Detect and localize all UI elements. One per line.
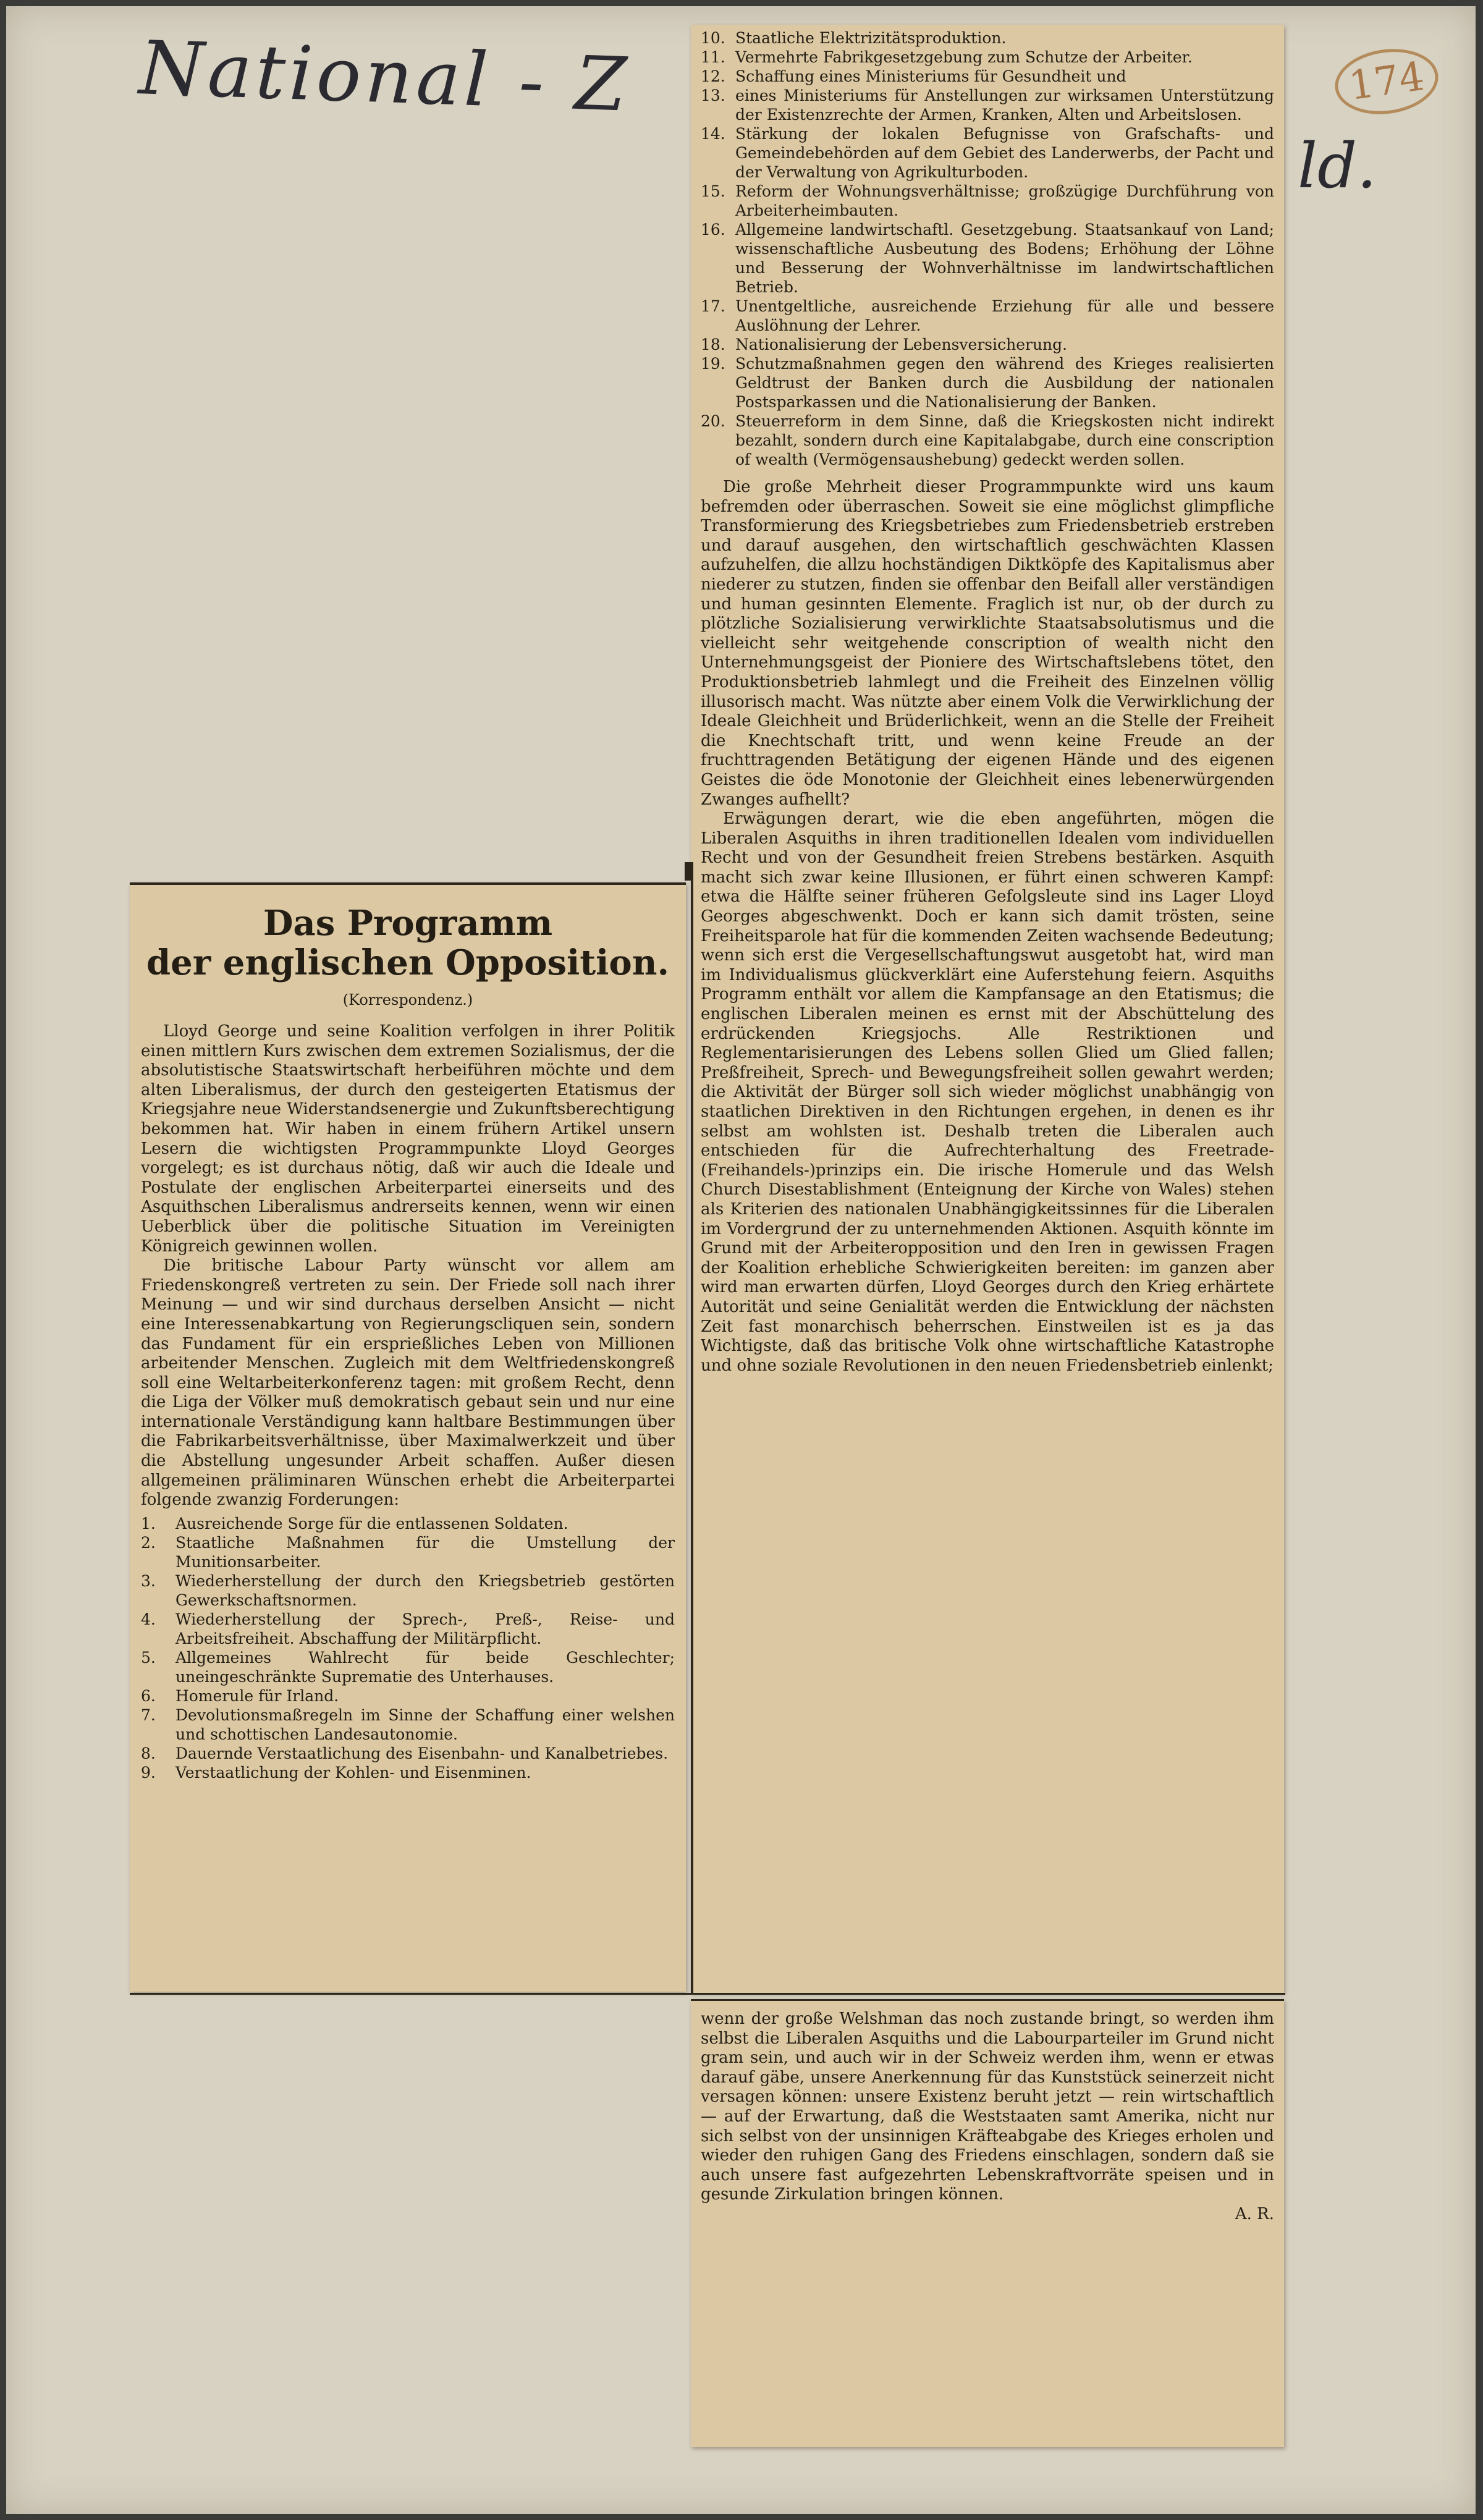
list-item (141, 1533, 675, 1571)
clipping-continuation (691, 1999, 1284, 2447)
list-item-number: 14. (701, 125, 725, 143)
column-rule (691, 862, 693, 1993)
article-headline (141, 903, 675, 983)
list-item-text: Ausreichende Sorge für die entlassenen Soldaten. (175, 1514, 568, 1533)
list-item-text: Staatliche Maßnahmen für die Umstellung der Munitionsarbeiter. (175, 1533, 675, 1571)
list-item-number: 17. (701, 297, 725, 315)
list-item-text: eines Ministeriums für Anstellungen zur wirksamen Unterstützung der Existenzrechte der Armen, Kranken, Alten und Arbeitslosen. (735, 87, 1274, 124)
list-item-number: 9. (141, 1763, 156, 1782)
list-item-number: 18. (701, 336, 725, 353)
list-item-text: Steuerreform in dem Sinne, daß die Kriegskosten nicht indirekt bezahlt, sondern durch eine Kapitalabgabe, durch eine conscription of wealth (Vermögensaushebung) gedeckt werden sollen. (735, 412, 1274, 468)
list-item (701, 182, 1274, 220)
headline-line-2: der englischen Opposition. (146, 942, 669, 983)
list-item-text: Homerule für Irland. (175, 1686, 339, 1705)
commentary-paragraphs (701, 478, 1274, 1376)
list-item-number: 3. (141, 1571, 156, 1590)
list-item-number: 15. (701, 182, 725, 200)
list-item-text: Verstaatlichung der Kohlen- und Eisenminen. (175, 1763, 531, 1782)
rule-hook (685, 862, 693, 881)
list-item-number: 1. (141, 1514, 156, 1533)
headline-line-1: Das Programm (263, 903, 553, 944)
list-item-text: Schaffung eines Ministeriums für Gesundheit und (735, 67, 1126, 85)
continuation-paragraph: wenn der große Welshman das noch zustande bringt, so werden ihm selbst die Liberalen Asquiths und die Labourparteiler im Grund nicht gram sein, und auch wir in der Schweiz werden ihm, wenn er etwas darauf gäbe, unsere Anerkennung für das Kunststück seinerzeit nicht versagen können: unsere Existenz beruht jetzt — rein wirtschaftlich — auf der Erwartung, daß die Weststaaten samt Amerika, nicht nur sich selbst von der unsinnigen Kräfteabgabe des Krieges erholen und wieder den ruhigen Gang des Friedens einschlagen, sondern daß sie auch unsere fast aufgezehrten Lebenskraftvorräte speisen und in gesunde Zirkulation bringen können. (701, 2010, 1274, 2204)
list-item-text: Vermehrte Fabrikgesetzgebung zum Schutze der Arbeiter. (735, 48, 1193, 66)
list-item-text: Dauernde Verstaatlichung des Eisenbahn- und Kanalbetriebes. (175, 1744, 669, 1762)
list-item-number: 20. (701, 412, 725, 430)
list-item-number: 16. (701, 221, 725, 239)
list-item-number: 11. (701, 48, 725, 66)
list-item (701, 124, 1274, 182)
list-item (701, 354, 1274, 412)
list-item-text: Wiederherstellung der Sprech-, Preß-, Reise- und Arbeitsfreiheit. Abschaffung der Militärpflicht. (175, 1610, 675, 1647)
page-number: 174 (1331, 43, 1443, 121)
list-item (701, 412, 1274, 469)
article-paragraphs (141, 1022, 675, 1510)
list-item-number: 12. (701, 67, 725, 85)
list-item-text: Stärkung der lokalen Befugnisse von Grafschafts- und Gemeindebehörden auf dem Gebiet des Landerwerbs, der Pacht und der Verwaltung von Agrikulturboden. (735, 125, 1274, 181)
list-item-number: 13. (701, 87, 725, 104)
list-item-text: Reform der Wohnungsverhältnisse; großzügige Durchführung von Arbeiterheimbauten. (735, 182, 1274, 219)
list-item-text: Devolutionsmaßregeln im Sinne der Schaffung einer welshen und schottischen Landesautonomie. (175, 1706, 675, 1743)
list-item (701, 67, 1274, 86)
list-item-number: 2. (141, 1533, 156, 1552)
list-item (701, 86, 1274, 124)
program-list (141, 1514, 675, 1782)
list-item-text: Allgemeines Wahlrecht für beide Geschlechter; uneingeschränkte Suprematie des Unterhauses. (175, 1648, 675, 1686)
list-item-text: Unentgeltliche, ausreichende Erziehung für alle und bessere Auslöhnung der Lehrer. (735, 297, 1274, 334)
list-item (141, 1706, 675, 1744)
handwritten-suffix: ld. (1298, 130, 1377, 202)
list-item-number: 5. (141, 1648, 156, 1667)
list-item-text: Schutzmaßnahmen gegen den während des Krieges realisierten Geldtrust der Banken durch die Ausbildung der nationalen Postsparkassen und die Nationalisierung der Banken. (735, 355, 1274, 411)
article-byline: (Korrespondenz.) (342, 991, 473, 1008)
list-item-text: Nationalisierung der Lebensversicherung. (735, 336, 1068, 353)
list-item (701, 48, 1274, 67)
list-item (141, 1514, 675, 1533)
list-item-number: 8. (141, 1744, 156, 1762)
list-item (701, 335, 1274, 354)
paragraph: Die große Mehrheit dieser Programmpunkte wird uns kaum befremden oder überraschen. Soweit sie eine möglichst glimpfliche Transformierung des Kriegsbetriebes zum Friedensbetrieb erstreben und darauf ausgehen, den wirtschaftlich geschwächten Klassen aufzuhelfen, die allzu hochständigen Diktköpfe des Kapitalismus aber niederer zu stutzen, finden sie offenbar den Beifall aller verständigen und human gesinnten Elemente. Fraglich ist nur, ob der durch zu plötzliche Sozialisierung verwirklichte Staatsabsolutismus und die vielleicht sehr weitgehende conscription of wealth nicht den Unternehmungsgeist der Pioniere des Wirtschaftslebens tötet, den Produktionsbetrieb lahmlegt und die Freiheit des Einzelnen völlig illusorisch macht. Was nützte aber einem Volk die Verwirklichung der Ideale Gleichheit und Brüderlichkeit, wenn an die Stelle der Freiheit die Knechtschaft tritt, und wenn keine Freude an der fruchttragenden Betätigung der eigenen Hände und des eigenen Geistes die öde Monotonie der Gleichheit eines lebenerwürgenden Zwanges aufhellt? (701, 478, 1274, 809)
program-list-continued (701, 28, 1274, 469)
paragraph: Die britische Labour Party wünscht vor allem am Friedenskongreß vertreten zu sein. Der Friede soll nach ihrer Meinung — und wir sind durchaus derselben Ansicht — nicht eine Interessenabkartung von Regierungscliquen sein, sondern das Fundament für ein ersprießliches Leben von Millionen arbeitender Menschen. Zugleich mit dem Weltfriedenskongreß soll eine Weltarbeiterkonferenz tagen: mit großem Recht, denn die Liga der Völker muß demokratisch gebaut sein und nur eine internationale Verständigung kann haltbare Bestimmungen über die Fabrikarbeitsverhältnisse, über Maximalwerkzeit und über die Abstellung ungesunder Arbeit schaffen. Außer diesen allgemeinen präliminaren Wünschen erhebt die Arbeiterpartei folgende zwanzig Forderungen: (141, 1256, 675, 1510)
list-item-number: 6. (141, 1686, 156, 1705)
list-item-number: 7. (141, 1706, 156, 1724)
bottom-rule (130, 1993, 1285, 1995)
paragraph: Lloyd George und seine Koalition verfolgen in ihrer Politik einen mittlern Kurs zwischen dem extremen Sozialismus, der die absolutistische Staatswirtschaft herbeiführen möchte und dem alten Liberalismus, der durch den gesteigerten Etatismus der Kriegsjahre neue Widerstandsenergie und Zukunftsberechtigung bekommen hat. Wir haben in einem frühern Artikel unsern Lesern die wichtigsten Programmpunkte Lloyd Georges vorgelegt; es ist durchaus nötig, daß wir auch die Ideale und Postulate der englischen Arbeiterpartei einerseits und des Asquithschen Liberalismus andrerseits kennen, wenn wir einen Ueberblick über die politische Situation im Vereinigten Königreich gewinnen wollen. (141, 1022, 675, 1256)
author-signature: A. R. (1235, 2204, 1274, 2223)
list-item-number: 4. (141, 1610, 156, 1628)
list-item-text: Allgemeine landwirtschaftl. Gesetzgebung. Staatsankauf von Land; wissenschaftliche Ausbeutung des Bodens; Erhöhung der Löhne und Besserung der Wohnverhältnisse im landwirtschaftlichen Betrieb. (735, 221, 1274, 296)
list-item (141, 1744, 675, 1763)
list-item (141, 1763, 675, 1782)
handwritten-title: National - Z (137, 25, 632, 129)
list-item-text: Staatliche Elektrizitätsproduktion. (735, 29, 1007, 47)
list-item (701, 220, 1274, 297)
list-item-number: 19. (701, 355, 725, 373)
list-item-text: Wiederherstellung der durch den Kriegsbetrieb gestörten Gewerkschaftsnormen. (175, 1571, 675, 1609)
list-item (701, 28, 1274, 48)
list-item (701, 297, 1274, 335)
list-item (141, 1686, 675, 1706)
clipping-right-column (691, 25, 1284, 1993)
list-item (141, 1610, 675, 1648)
list-item (141, 1648, 675, 1686)
list-item-number: 10. (701, 29, 725, 47)
clipping-article-start (130, 882, 686, 1992)
list-item (141, 1571, 675, 1610)
paragraph: Erwägungen derart, wie die eben angeführten, mögen die Liberalen Asquiths in ihren traditionellen Idealen vom individuellen Recht und von der Gesundheit freien Strebens bestärken. Asquith macht sich zwar keine Illusionen, er führt einen schweren Kampf: etwa die Hälfte seiner früheren Gefolgsleute sind ins Lager Lloyd Georges abgeschwenkt. Doch er kann sich damit trösten, seine Freiheitsparole hat für die kommenden Zeiten wachsende Bedeutung; wenn sich erst die Vergesellschaftungswut ausgetobt hat, wird man im Individualismus glückverklärt eine Auferstehung feiern. Asquiths Programm enthält vor allem die Kampfansage an den Etatismus; die englischen Liberalen meinen es ernst mit der Abschüttelung des erdrückenden Kriegsjochs. Alle Restriktionen und Reglementarisierungen des Lebens sollen Glied um Glied fallen; Preßfreiheit, Sprech- und Bewegungsfreiheit sollen gewahrt werden; die Aktivität der Bürger soll sich wieder möglichst unabhängig von staatlichen Direktiven in den Richtungen ergehen, in denen es ihr selbst am wohlsten ist. Deshalb treten die Liberalen auch entschieden für die Aufrechterhaltung des Freetrade-(Freihandels-)prinzips ein. Die irische Homerule und das Welsh Church Disestablishment (Enteignung der Kirche von Wales) stehen als Kriterien des nationalen Unabhängigkeitssinnes für die Liberalen im Vordergrund der zu unternehmenden Aktionen. Asquith könnte im Grund mit der Arbeiteropposition und den Iren in gewissen Fragen der Koalition erhebliche Schwierigkeiten bereiten: im ganzen aber wird man erwarten dürfen, Lloyd Georges durch den Krieg erhärtete Autorität und seine Genialität werden die Entwicklung der nächsten Zeit fast monarchisch beherrschen. Einstweilen ist es ja das Wichtigste, daß das britische Volk ohne wirtschaftliche Katastrophe und ohne soziale Revolutionen in den neuen Friedensbetrieb einlenkt; (701, 810, 1274, 1375)
